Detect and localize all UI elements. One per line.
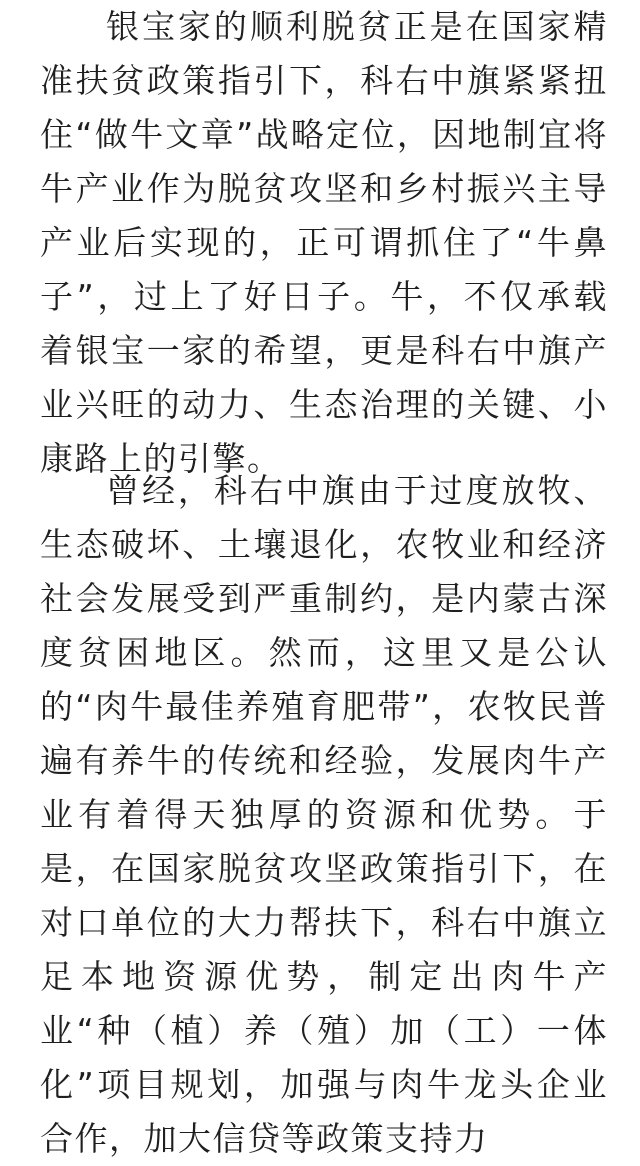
article-paragraph: 银宝家的顺利脱贫正是在国家精准扶贫政策指引下，科右中旗紧紧扭住“做牛文章”战略定位，因地制宜将牛产业作为脱贫攻坚和乡村振兴主导产业后实现的，正可谓抓住了“牛鼻子”，过上了好日子。牛，不仅承载着银宝一家的希望，更是科右中旗产业兴旺的动力、生态治理的关键、小康路上的引擎。 [40,7,608,478]
article-paragraph: 曾经，科右中旗由于过度放牧、生态破坏、土壤退化，农牧业和经济社会发展受到严重制约，是内蒙古深度贫困地区。然而，这里又是公认的“肉牛最佳养殖育肥带”，农牧民普遍有养牛的传统和经验，发展肉牛产业有着得天独厚的资源和优势。于是，在国家脱贫攻坚政策指引下，在对口单位的大力帮扶下，科右中旗立足本地资源优势，制定出肉牛产业“种（植）养（殖）加（工）一体化”项目规划，加强与肉牛龙头企业合作，加大信贷等政策支持力 [40,471,608,1158]
